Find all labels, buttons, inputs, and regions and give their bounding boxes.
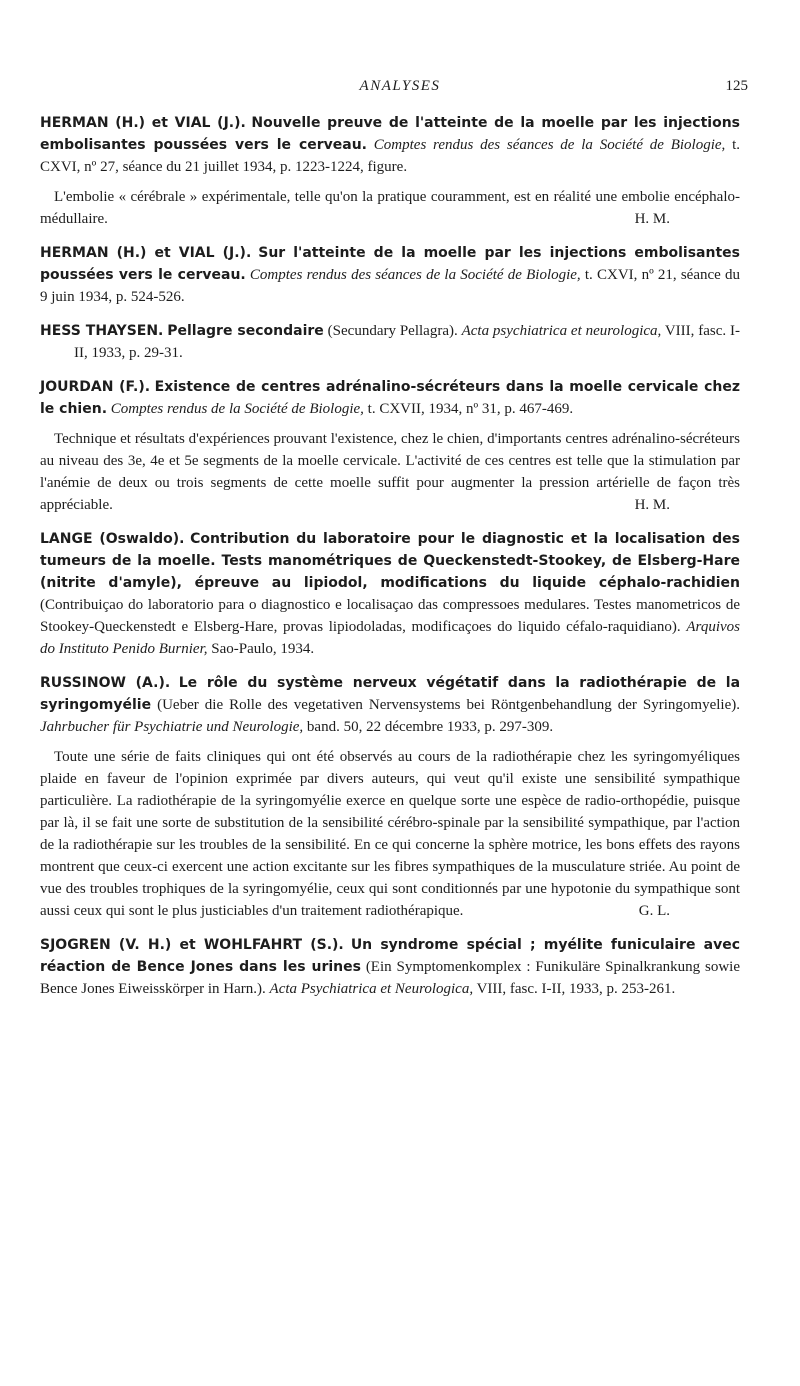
authors: SJOGREN (V. H.) et WOHLFAHRT (S.). — [40, 937, 344, 953]
authors: HERMAN (H.) et VIAL (J.). — [40, 245, 252, 261]
reference — [40, 320, 740, 364]
authors: HESS THAYSEN. — [40, 323, 164, 339]
journal-name: Comptes rendus des séances de la Société de Biologie, — [249, 267, 581, 283]
analysis-entry-jourdan — [40, 376, 740, 516]
article-title: Nouvelle preuve de l'atteinte de la moelle par les injections embolisantes poussées vers le cerveau. — [40, 115, 740, 153]
reference — [40, 934, 740, 1000]
analysis-entry-herman-vial-1 — [40, 112, 740, 230]
abstract — [40, 746, 740, 922]
analysis-entry-hess-thaysen — [40, 320, 740, 364]
authors: JOURDAN (F.). — [40, 379, 151, 395]
journal-name: Acta psychiatrica et neurologica, — [461, 323, 662, 339]
reviewer-signature: H. M. — [634, 211, 670, 227]
journal-name: Jahrbucher für Psychiatrie und Neurologie, — [40, 719, 304, 735]
publication-details: VIII, fasc. I-II, 1933, p. 253-261. — [476, 981, 676, 997]
journal-name: Comptes rendus des séances de la Société de Biologie, — [373, 137, 726, 153]
analysis-entry-russinow — [40, 672, 740, 922]
journal-name: Acta Psychiatrica et Neurologica, — [269, 981, 474, 997]
journal-name: Comptes rendus de la Société de Biologie, — [110, 401, 364, 417]
publication-details: t. CXVI, nº 27, séance du 21 juillet 1934, p. 1223-1224, figure. — [40, 137, 740, 175]
running-head — [40, 78, 760, 102]
original-title: (Secundary Pellagra). — [327, 323, 458, 339]
abstract-text: L'embolie « cérébrale » expérimentale, telle qu'on la pratique couramment, est en réalité une embolie encéphalo-médullaire. — [40, 189, 740, 227]
article-title: Le rôle du système nerveux végétatif dans la radiothérapie de la syringomyélie — [40, 675, 741, 713]
article-title: Pellagre secondaire — [167, 323, 324, 339]
reference — [40, 376, 740, 420]
publication-details: t. CXVI, nº 21, séance du 9 juin 1934, p. 524-526. — [40, 267, 741, 305]
publication-details: Sao-Paulo, 1934. — [211, 641, 315, 657]
article-title: Existence de centres adrénalino-sécréteurs dans la moelle cervicale chez le chien. — [40, 379, 741, 417]
reference — [40, 672, 740, 738]
analysis-entry-herman-vial-2 — [40, 242, 740, 308]
reference — [40, 112, 740, 178]
abstract — [40, 186, 740, 230]
original-title: (Contribuiçao do laboratorio para o diagnostico e localisaçao das compressoes medulares. Testes manometricos de Stookey-Queckenstedt e Elsberg-Hare, provas lipiodoladas, modificaçoes do liquido céfalo-raquidiano). — [40, 597, 740, 635]
reference — [40, 528, 740, 660]
original-title: (Ueber die Rolle des vegetativen Nervensystems bei Röntgenbehandlung der Syringomyelie). — [157, 697, 740, 713]
reviewer-signature: H. M. — [634, 497, 670, 513]
publication-details: t. CXVII, 1934, nº 31, p. 467-469. — [367, 401, 574, 417]
analyses-list — [40, 112, 740, 1012]
journal-name: Arquivos do Instituto Penido Burnier, — [40, 619, 740, 657]
authors: RUSSINOW (A.). — [40, 675, 171, 691]
reviewer-signature: G. L. — [638, 903, 670, 919]
original-title: (Ein Symptomenkomplex : Funikuläre Spinalkrankung sowie Bence Jones Eiweisskörper in Harn.). — [40, 959, 740, 997]
reference — [40, 242, 740, 308]
abstract-text: Technique et résultats d'expériences prouvant l'existence, chez le chien, d'importants centres adrénalino-sécréteurs au niveau des 3e, 4e et 5e segments de la moelle cervicale. L'activité de ces centres est telle que la stimulation par l'anémie de deux ou trois segments de cette moelle suffit pour augmenter la pression artérielle de façon très appréciable. — [40, 431, 740, 513]
publication-details: VIII, fasc. I-II, 1933, p. 29-31. — [74, 323, 740, 361]
authors: HERMAN (H.) et VIAL (J.). — [40, 115, 246, 131]
article-title: Un syndrome spécial ; myélite funiculaire avec réaction de Bence Jones dans les urines — [40, 937, 740, 975]
running-title: ANALYSES — [359, 78, 441, 94]
article-title: Sur l'atteinte de la moelle par les injections embolisantes poussées vers le cerveau. — [40, 245, 740, 283]
publication-details: band. 50, 22 décembre 1933, p. 297-309. — [306, 719, 554, 735]
authors: LANGE (Oswaldo). — [40, 531, 185, 547]
page-number: 125 — [725, 78, 748, 94]
abstract-text: Toute une série de faits cliniques qui ont été observés au cours de la radiothérapie chez les syringomyéliques plaide en faveur de l'opinion exprimée par divers auteurs, qui veut qu'il existe une sensibilité sympathique particulière. La radiothérapie de la syringomyélie exerce en quelque sorte une espèce de radio-orthopédie, puisque par là, il se fait une sorte de substitution de la sensibilité cérébro-spinale par la sensibilité sympathique, par l'action de la radiothérapie sur les troubles de la sensibilité. En ce qui concerne la sphère motrice, les bons effets des rayons montrent que ceux-ci exercent une action excitante sur les fibres sympathiques de la musculature striée. Au point de vue des troubles trophiques de la syringomyélie, ceux qui sont conditionnés par une hypotonie du sympathique sont aussi ceux qui sont le plus justiciables d'un traitement radiothérapique. — [40, 749, 740, 919]
article-title: Contribution du laboratoire pour le diagnostic et la localisation des tumeurs de la moelle. Tests manométriques de Queckenstedt-Stookey, de Elsberg-Hare (nitrite d'amyle), épreuve au lipiodol, modifications du liquide céphalo-rachidien — [40, 531, 740, 591]
analysis-entry-lange — [40, 528, 740, 660]
abstract — [40, 428, 740, 516]
analysis-entry-sjogren-wohlfahrt — [40, 934, 740, 1000]
